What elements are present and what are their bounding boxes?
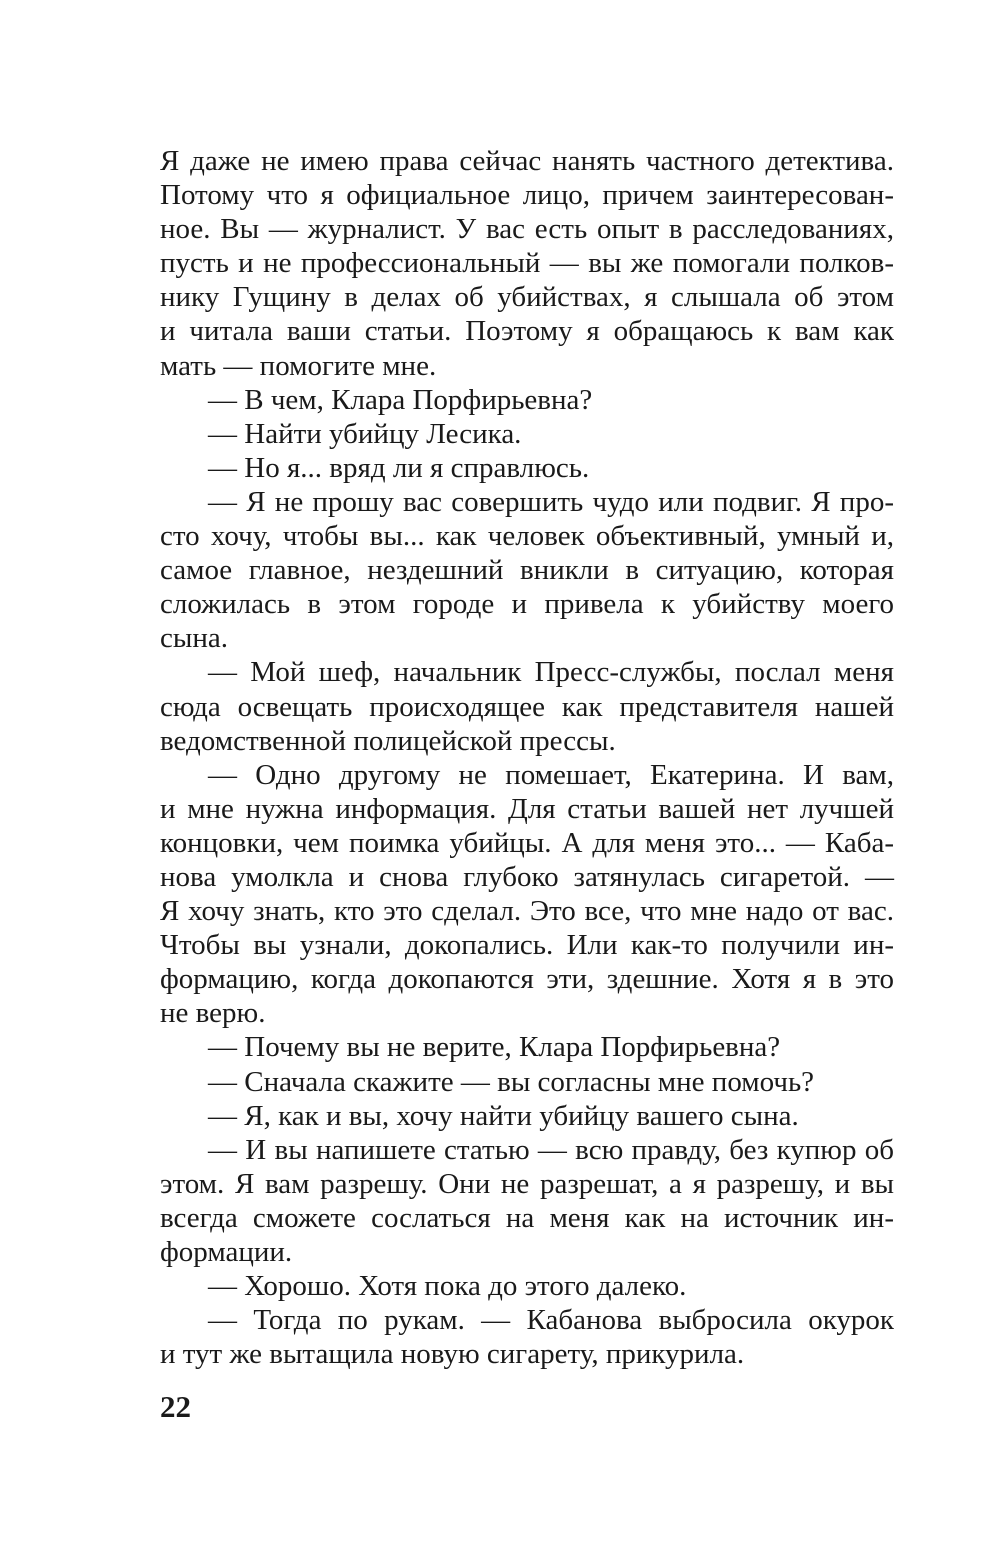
text-line: сына.	[160, 622, 228, 655]
text-line: сто хочу, чтобы вы... как человек объективный, умный и,	[160, 520, 894, 553]
text-line: самое главное, нездешний вникли в ситуацию, которая	[160, 554, 894, 587]
text-line: и мне нужна информация. Для статьи вашей нет лучшей	[160, 792, 894, 825]
text-line: пусть и не профессиональный — вы же помогали полков-	[160, 247, 894, 280]
text-line: сюда освещать происходящее как представителя нашей	[160, 690, 894, 723]
text-line: ное. Вы — журналист. У вас есть опыт в расследованиях,	[160, 213, 894, 246]
text-line: нова умолкла и снова глубоко затянулась сигаретой. —	[160, 860, 894, 893]
text-line: — Но я... вряд ли я справлюсь.	[208, 451, 590, 484]
text-line: не верю.	[160, 997, 266, 1030]
text-line: концовки, чем поимка убийцы. А для меня это... — Каба-	[160, 826, 894, 859]
text-line: этом. Я вам разрешу. Они не разрешат, а я разрешу, и вы	[160, 1167, 894, 1200]
text-line: — В чем, Клара Порфирьевна?	[208, 383, 593, 416]
text-line: — Мой шеф, начальник Пресс-службы, послал меня	[208, 656, 894, 689]
text-line: всегда сможете сослаться на меня как на источник ин-	[160, 1201, 894, 1234]
text-line: — И вы напишете статью — всю правду, без купюр об	[208, 1133, 894, 1166]
text-line: Чтобы вы узнали, докопались. Или как-то получили ин-	[160, 929, 894, 962]
text-line: и читала ваши статьи. Поэтому я обращаюсь к вам как	[160, 315, 894, 348]
text-line: формацию, когда докопаются эти, здешние. Хотя я в это	[160, 963, 894, 996]
text-line: формации.	[160, 1236, 293, 1268]
text-line: — Я не прошу вас совершить чудо или подвиг. Я про-	[208, 485, 894, 518]
text-line: — Тогда по рукам. — Кабанова выбросила окурок	[208, 1304, 894, 1337]
text-line: — Сначала скажите — вы согласны мне помочь?	[208, 1065, 815, 1098]
text-line: Я хочу знать, кто это сделал. Это все, что мне надо от вас.	[160, 895, 894, 928]
body-text	[160, 144, 894, 1371]
text-line: — Я, как и вы, хочу найти убийцу вашего сына.	[208, 1099, 799, 1132]
text-line: Потому что я официальное лицо, причем заинтересован-	[160, 179, 894, 212]
text-line: — Найти убийцу Лесика.	[208, 417, 522, 450]
text-line: — Хорошо. Хотя пока до этого далеко.	[208, 1270, 687, 1303]
text-line: и тут же вытащила новую сигарету, прикурила.	[160, 1338, 745, 1371]
text-line: нику Гущину в делах об убийствах, я слышала об этом	[160, 281, 894, 314]
text-line: ведомственной полицейской прессы.	[160, 724, 616, 757]
text-line: мать — помогите мне.	[160, 349, 437, 382]
page-number: 22	[160, 1389, 191, 1424]
text-line: — Почему вы не верите, Клара Порфирьевна?	[208, 1031, 781, 1064]
text-line: сложилась в этом городе и привела к убийству моего	[160, 588, 894, 621]
text-line: Я даже не имею права сейчас нанять частного детектива.	[160, 145, 894, 177]
text-line: — Одно другому не помешает, Екатерина. И вам,	[208, 758, 894, 791]
